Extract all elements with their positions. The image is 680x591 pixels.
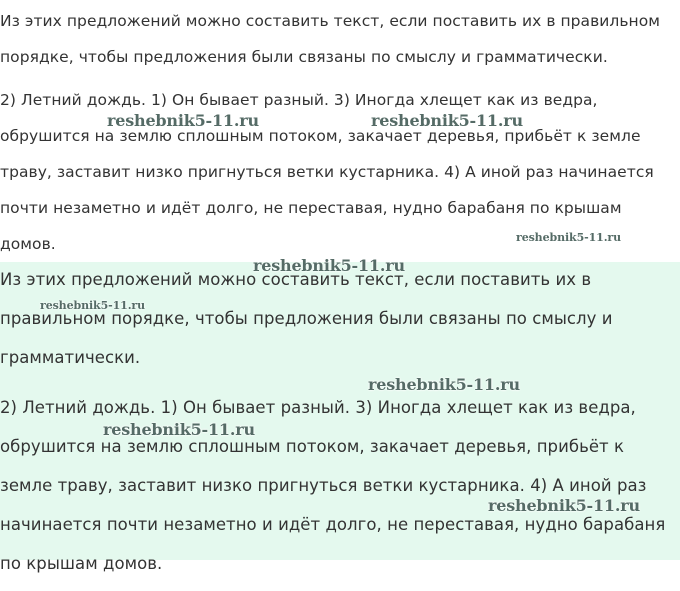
watermark: reshebnik5-11.ru xyxy=(103,420,255,439)
watermark: reshebnik5-11.ru xyxy=(107,111,259,130)
watermark: reshebnik5-11.ru xyxy=(371,111,523,130)
watermark: reshebnik5-11.ru xyxy=(488,496,640,515)
answer-paragraph-2: 2) Летний дождь. 1) Он бывает разный. 3) Иногда хлещет как из ведра, обрушится на землю сплошным потоком, закачает деревья, прибьёт к земле траву, заставит низко пригнуться ветки кустарника. 4) А иной раз начинается почти незаметно и идёт долго, не переставая, нудно барабаня по крышам домов. xyxy=(0,398,666,573)
question-block xyxy=(0,0,680,262)
watermark: reshebnik5-11.ru xyxy=(40,299,146,312)
answer-paragraph-1: Из этих предложений можно составить текст, если поставить их в правильном порядке, чтобы предложения были связаны по смыслу и грамматически. xyxy=(0,270,613,367)
question-paragraph-1: Из этих предложений можно составить текст, если поставить их в правильном порядке, чтобы предложения были связаны по смыслу и грамматически. xyxy=(0,12,661,66)
watermark: reshebnik5-11.ru xyxy=(516,231,622,244)
watermark: reshebnik5-11.ru xyxy=(368,375,520,394)
watermark: reshebnik5-11.ru xyxy=(253,256,405,275)
question-paragraph-2: 2) Летний дождь. 1) Он бывает разный. 3) Иногда хлещет как из ведра, обрушится на землю сплошным потоком, закачает деревья, прибьёт к земле траву, заставит низко пригнуться ветки кустарника. 4) А иной раз начинается почти незаметно и идёт долго, не переставая, нудно барабаня по крышам домов. xyxy=(0,91,654,253)
